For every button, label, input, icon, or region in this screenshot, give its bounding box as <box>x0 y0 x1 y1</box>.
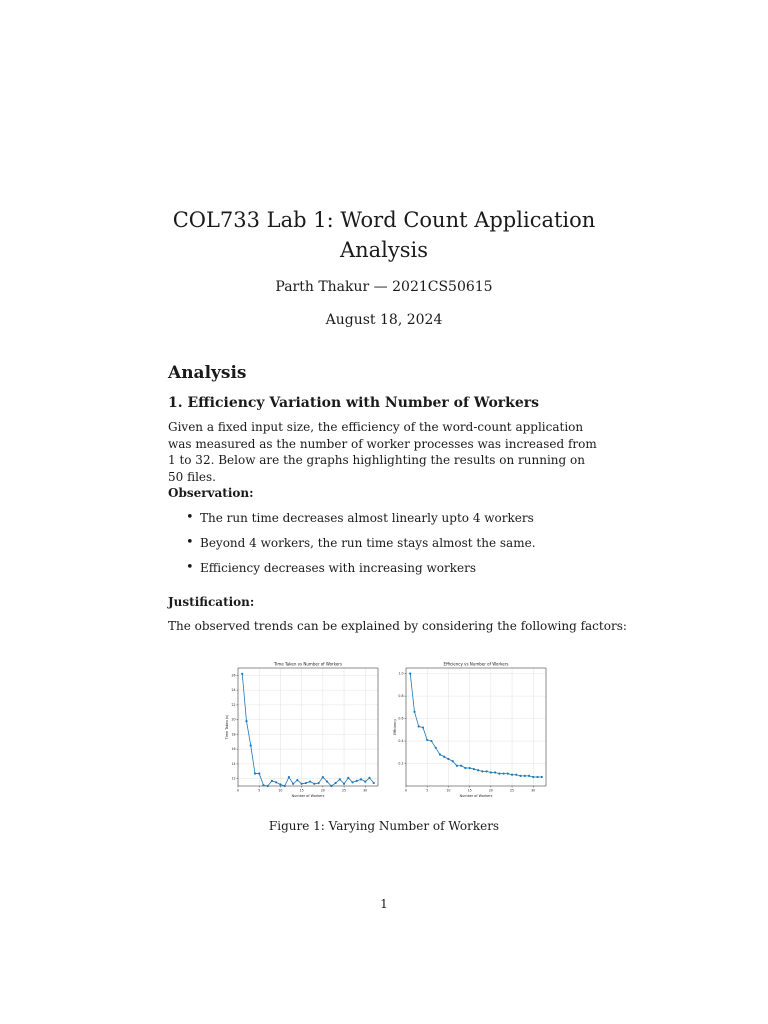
chart2-point-11 <box>456 765 458 767</box>
chart1-point-9 <box>279 783 281 785</box>
chart1-point-22 <box>334 782 336 784</box>
chart2-point-10 <box>452 760 454 762</box>
chart1-point-24 <box>343 783 345 785</box>
paper-title-line-2: Analysis <box>339 238 429 262</box>
chart1-point-17 <box>313 783 315 785</box>
chart1-point-27 <box>356 780 358 782</box>
chart2-ytick-label-1: 0.4 <box>398 739 404 744</box>
chart1-xtick-label-1: 5 <box>258 788 261 793</box>
chart1-point-3 <box>254 772 256 774</box>
observation-heading: Observation: <box>168 486 254 500</box>
subsection-title: 1. Efficiency Variation with Number of Workers <box>168 395 540 411</box>
chart2-ytick-label-0: 0.2 <box>398 761 404 766</box>
chart2-xtick-label-2: 10 <box>446 788 451 793</box>
chart1-point-0 <box>241 673 243 675</box>
chart1-point-12 <box>292 783 294 785</box>
chart2-point-8 <box>443 756 445 758</box>
chart2-point-1 <box>413 711 415 713</box>
chart1-point-6 <box>267 785 269 787</box>
chart1-point-14 <box>301 783 303 785</box>
chart2-point-31 <box>541 776 543 778</box>
chart1-ylabel: Time Taken (s) <box>225 714 229 740</box>
justification-heading: Justification: <box>168 595 255 609</box>
chart1-point-25 <box>347 777 349 779</box>
chart1-ytick-label-3: 18 <box>231 732 236 737</box>
chart1-ytick-label-2: 16 <box>231 747 236 752</box>
chart1-point-20 <box>326 780 328 782</box>
figure-caption: Figure 1: Varying Number of Workers <box>268 819 500 833</box>
chart2-point-4 <box>426 739 428 741</box>
chart1-point-1 <box>245 720 247 722</box>
chart2-xtick-label-0: 0 <box>404 788 408 793</box>
author-line: Parth Thakur — 2021CS50615 <box>275 279 493 295</box>
chart2-point-2 <box>418 725 420 727</box>
chart2-xtick-label-5: 25 <box>510 788 515 793</box>
chart2-xlabel: Number of Workers <box>459 794 493 798</box>
chart1-point-15 <box>305 782 307 784</box>
chart1-point-18 <box>318 782 320 784</box>
chart2-point-26 <box>519 775 521 777</box>
chart2-point-21 <box>498 773 500 775</box>
chart2-xtick-label-4: 20 <box>488 788 493 793</box>
chart1-point-5 <box>262 784 264 786</box>
chart2-point-13 <box>464 767 466 769</box>
chart2-point-15 <box>473 768 475 770</box>
chart2-point-9 <box>447 758 449 760</box>
observation-item-1: • The run time decreases almost linearly upto 4 workers <box>186 510 536 535</box>
chart1-point-26 <box>351 781 353 783</box>
chart2-ytick-label-2: 0.6 <box>398 716 404 721</box>
chart2-ylabel: Efficiency <box>393 718 397 736</box>
chart1-ytick-label-4: 20 <box>231 717 236 722</box>
date-line: August 18, 2024 <box>325 312 443 328</box>
observation-item-2: • Beyond 4 workers, the run time stays almost the same. <box>186 535 536 560</box>
chart1-xlabel: Number of Workers <box>291 794 325 798</box>
chart1-xtick-label-5: 25 <box>342 788 347 793</box>
chart1-point-29 <box>364 780 366 782</box>
chart2-xtick-label-3: 15 <box>467 788 472 793</box>
chart1-point-4 <box>258 772 260 774</box>
chart1-point-2 <box>250 744 252 746</box>
chart2-point-20 <box>494 771 496 773</box>
chart1-point-28 <box>360 778 362 780</box>
chart2-point-19 <box>490 771 492 773</box>
chart2-point-7 <box>439 753 441 755</box>
chart1-point-19 <box>322 776 324 778</box>
chart1-ytick-label-0: 12 <box>231 776 236 781</box>
chart1-point-31 <box>373 782 375 784</box>
chart2-point-14 <box>469 767 471 769</box>
chart1-point-23 <box>339 778 341 780</box>
chart1-xtick-label-6: 30 <box>363 788 368 793</box>
chart1-ytick-label-6: 24 <box>231 688 236 693</box>
chart1-point-13 <box>296 779 298 781</box>
chart2-xtick-label-1: 5 <box>426 788 429 793</box>
chart2-point-17 <box>481 770 483 772</box>
section-title: Analysis <box>168 363 247 383</box>
chart2-point-0 <box>409 673 411 675</box>
chart2-point-6 <box>435 747 437 749</box>
chart2-ytick-label-4: 1.0 <box>398 671 404 676</box>
chart1-ytick-label-7: 26 <box>231 673 236 678</box>
paper-title <box>0 205 768 265</box>
chart1-point-10 <box>284 785 286 787</box>
chart2-series-line <box>410 674 542 777</box>
chart2-point-24 <box>511 774 513 776</box>
paper-title-line-1: COL733 Lab 1: Word Count Application <box>172 208 596 232</box>
observation-item-3: • Efficiency decreases with increasing workers <box>186 560 536 585</box>
chart2-point-30 <box>536 776 538 778</box>
chart1-xtick-label-2: 10 <box>278 788 283 793</box>
chart2-point-28 <box>528 775 530 777</box>
figure <box>224 660 548 809</box>
chart2-point-12 <box>460 765 462 767</box>
chart2-point-16 <box>477 769 479 771</box>
chart1-point-21 <box>330 785 332 787</box>
chart2-point-25 <box>515 774 517 776</box>
chart2-point-27 <box>524 775 526 777</box>
chart2-point-5 <box>430 740 432 742</box>
chart1-point-16 <box>309 780 311 782</box>
chart1-xtick-label-4: 20 <box>320 788 325 793</box>
chart1-point-8 <box>275 781 277 783</box>
chart1-title: Time Taken vs Number of Workers <box>273 661 343 667</box>
chart1-xtick-label-3: 15 <box>299 788 304 793</box>
page-number: 1 <box>380 897 388 911</box>
chart1-point-7 <box>271 780 273 782</box>
chart1-xtick-label-0: 0 <box>236 788 240 793</box>
chart1-point-11 <box>288 776 290 778</box>
chart2-xtick-label-6: 30 <box>531 788 536 793</box>
observation-list <box>186 510 536 585</box>
figure-charts <box>224 660 548 805</box>
chart2-point-3 <box>422 726 424 728</box>
chart2-point-29 <box>532 776 534 778</box>
chart2-title: Efficiency vs Number of Workers <box>443 661 509 667</box>
intro-paragraph: Given a fixed input size, the efficiency of the word-count application was measured as the number of worker processes was increased from 1 to 32. Below are the graphs highlighting the results on running on 50 files. <box>168 420 597 484</box>
justification-text: The observed trends can be explained by considering the following factors: <box>168 619 627 633</box>
chart1-series-line <box>242 674 374 786</box>
chart2-ytick-label-3: 0.8 <box>398 694 404 699</box>
chart2-point-23 <box>507 773 509 775</box>
chart1-ytick-label-5: 22 <box>231 702 236 707</box>
chart1-point-30 <box>368 777 370 779</box>
chart2-point-18 <box>486 770 488 772</box>
chart2-point-22 <box>502 773 504 775</box>
chart1-ytick-label-1: 14 <box>231 761 236 766</box>
